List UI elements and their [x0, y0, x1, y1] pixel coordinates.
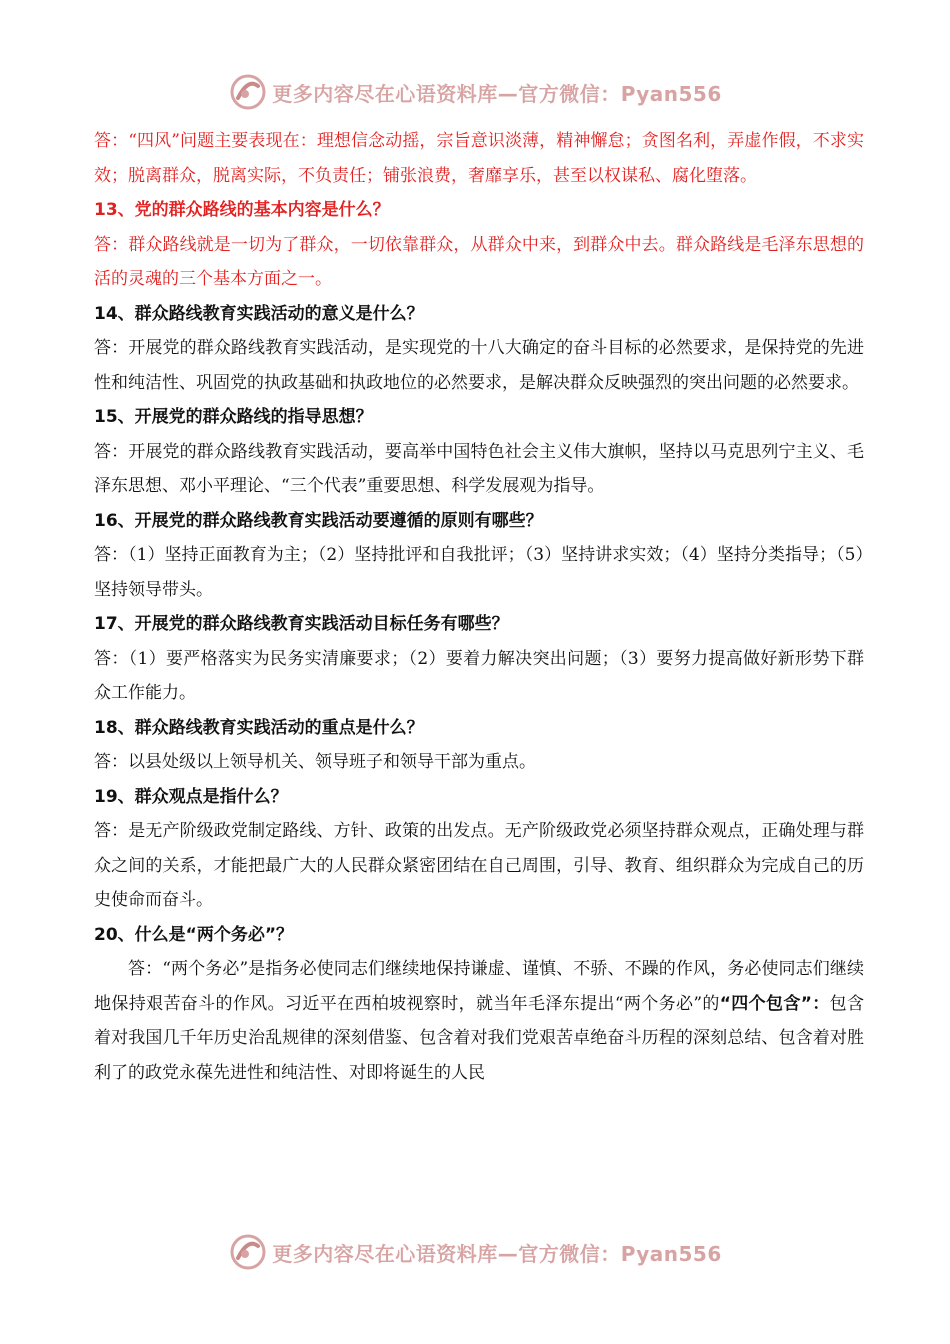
answer-16: 答：（1）坚持正面教育为主；（2）坚持批评和自我批评；（3）坚持讲求实效；（4）坚持分类指导；（5）坚持领导带头。 [94, 545, 864, 600]
header-banner-text: 更多内容尽在心语资料库—官方微信：Pyan556 [272, 81, 722, 106]
question-16: 16、开展党的群众路线教育实践活动要遵循的原则有哪些？ [94, 510, 543, 531]
answer-13: 答：群众路线就是一切为了群众，一切依靠群众，从群众中来，到群众中去。群众路线是毛泽东思想的活的灵魂的三个基本方面之一。 [94, 234, 864, 289]
header-banner [0, 72, 950, 112]
answer-20 [94, 952, 864, 1090]
answer-19: 答：是无产阶级政党制定路线、方针、政策的出发点。无产阶级政党必须坚持群众观点，正确处理与群众之间的关系，才能把最广大的人民群众紧密团结在自己周围，引导、教育、组织群众为完成自己的历史使命而奋斗。 [94, 821, 864, 910]
question-15: 15、开展党的群众路线的指导思想？ [94, 407, 373, 427]
answer-17: 答：（1）要严格落实为民务实清廉要求；（2）要着力解决突出问题；（3）要努力提高做好新形势下群众工作能力。 [94, 648, 864, 703]
document-body [94, 124, 864, 1090]
question-20: 20、什么是“两个务必”？ [94, 924, 294, 945]
question-13: 13、党的群众路线的基本内容是什么？ [94, 200, 390, 220]
footer-banner [0, 1232, 950, 1272]
question-19: 19、群众观点是指什么？ [94, 786, 288, 807]
answer-14: 答：开展党的群众路线教育实践活动，是实现党的十八大确定的奋斗目标的必然要求，是保持党的先进性和纯洁性、巩固党的执政基础和执政地位的必然要求，是解决群众反映强烈的突出问题的必然要求。 [94, 338, 864, 393]
answer-20-bold: “四个包含”： [719, 993, 830, 1014]
question-18: 18、群众路线教育实践活动的重点是什么？ [94, 717, 424, 738]
brand-logo-icon [228, 1232, 268, 1272]
answer-15: 答：开展党的群众路线教育实践活动，要高举中国特色社会主义伟大旗帜，坚持以马克思列宁主义、毛泽东思想、邓小平理论、“三个代表”重要思想、科学发展观为指导。 [94, 441, 864, 496]
answer-20-part1: 答：“两个务必”是指务必使同志们继续地保持谦虚、谨慎、不骄、不躁的作风，务必使同志们继续地保持艰苦奋斗的作风。习近平在西柏坡视察时，就当年毛泽东提出“两个务必”的 [94, 959, 864, 1014]
answer-12: 答：“四风”问题主要表现在：理想信念动摇，宗旨意识淡薄，精神懈怠；贪图名利，弄虚作假，不求实效；脱离群众，脱离实际，不负责任；铺张浪费，奢靡享乐，甚至以权谋私、腐化堕落。 [94, 131, 864, 186]
question-17: 17、开展党的群众路线教育实践活动目标任务有哪些？ [94, 614, 509, 634]
answer-18: 答：以县处级以上领导机关、领导班子和领导干部为重点。 [94, 752, 536, 772]
answer-20-part2: 包含着对我国几千年历史治乱规律的深刻借鉴、包含着对我们党艰苦卓绝奋斗历程的深刻总结、包含着对胜利了的政党永葆先进性和纯洁性、对即将诞生的人民 [94, 993, 864, 1083]
brand-logo-icon [228, 72, 268, 112]
footer-banner-text: 更多内容尽在心语资料库—官方微信：Pyan556 [272, 1241, 722, 1266]
question-14: 14、群众路线教育实践活动的意义是什么？ [94, 303, 424, 324]
